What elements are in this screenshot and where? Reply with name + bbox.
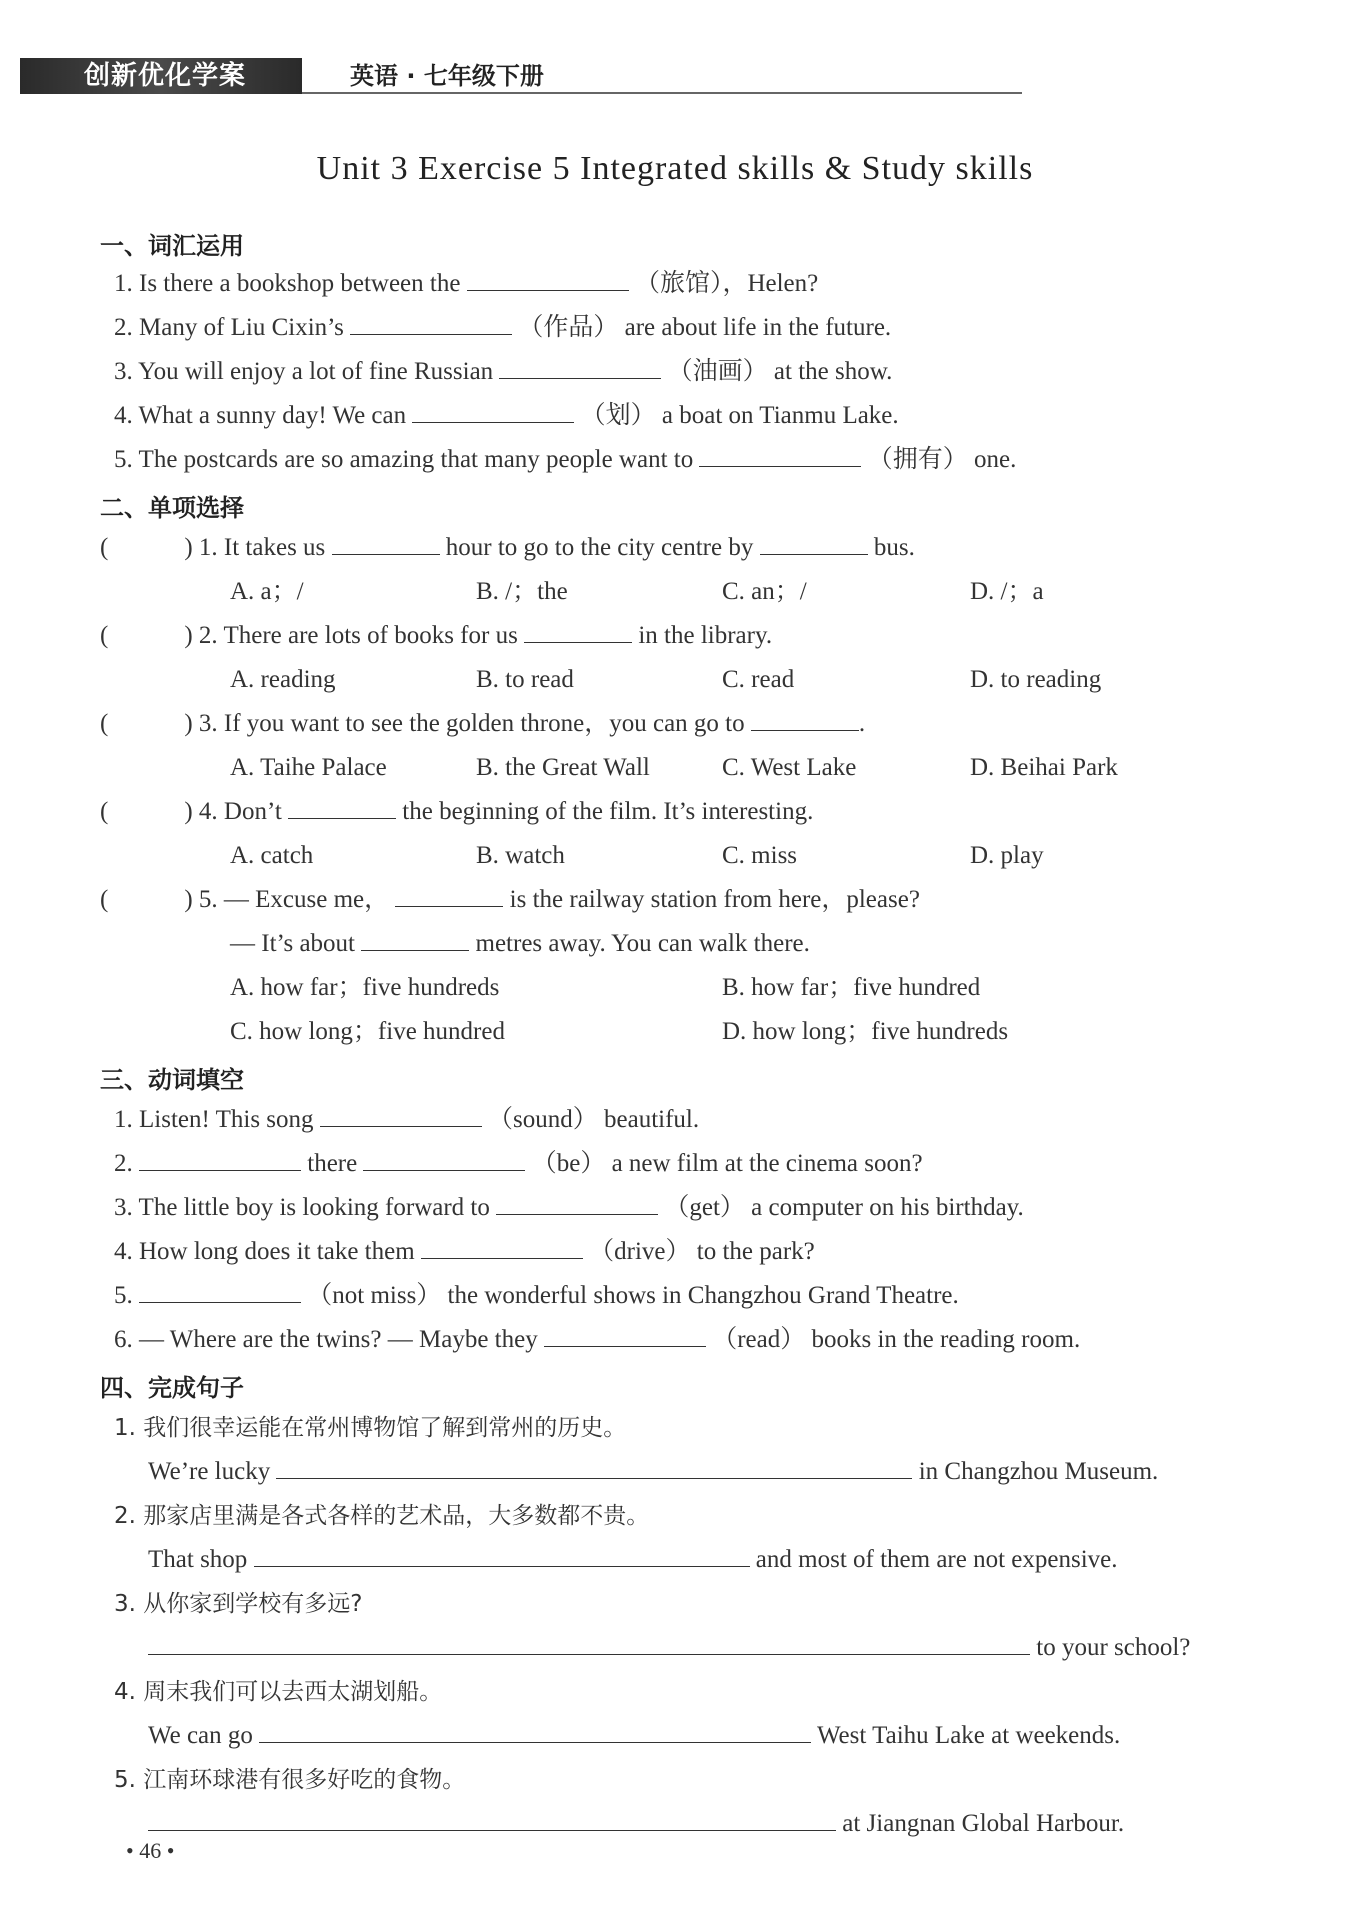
mc2-option-c[interactable]: C. read bbox=[722, 666, 795, 693]
answer-blank[interactable] bbox=[395, 885, 503, 907]
answer-blank[interactable] bbox=[361, 929, 469, 951]
answer-blank[interactable] bbox=[148, 1809, 836, 1831]
mc4-option-a[interactable]: A. catch bbox=[230, 842, 314, 869]
vocab-item-3: 3. You will enjoy a lot of fine Russian （油画） at the show. bbox=[114, 358, 893, 385]
answer-blank[interactable] bbox=[499, 357, 661, 379]
mc1-option-b[interactable]: B. /；the bbox=[476, 578, 568, 605]
page-number: • 46 • bbox=[126, 1838, 175, 1863]
vocab-item-4: 4. What a sunny day! We can （划） a boat on Tianmu Lake. bbox=[114, 402, 899, 429]
mc2-option-d[interactable]: D. to reading bbox=[970, 666, 1102, 693]
answer-blank[interactable] bbox=[496, 1193, 658, 1215]
vocab-item-1: 1. Is there a bookshop between the （旅馆），Helen? bbox=[114, 270, 819, 297]
section-mc-heading: 二、单项选择 bbox=[100, 494, 244, 522]
mc2-option-b[interactable]: B. to read bbox=[476, 666, 574, 693]
mc3-option-a[interactable]: A. Taihe Palace bbox=[230, 754, 387, 781]
answer-blank[interactable] bbox=[544, 1325, 706, 1347]
answer-blank[interactable] bbox=[699, 445, 861, 467]
mc3-option-d[interactable]: D. Beihai Park bbox=[970, 754, 1118, 781]
sentence-4-english: We can go West Taihu Lake at weekends. bbox=[148, 1722, 1121, 1749]
mc-question-2: ( ) 2. There are lots of books for us in the library. bbox=[100, 622, 773, 649]
mc-question-1: ( ) 1. It takes us hour to go to the city centre by bus. bbox=[100, 534, 915, 561]
sentence-5-chinese: 5. 江南环球港有很多好吃的食物。 bbox=[114, 1767, 466, 1793]
verb-item-5: 5. （not miss） the wonderful shows in Changzhou Grand Theatre. bbox=[114, 1282, 959, 1309]
sentence-3-english: to your school? bbox=[148, 1632, 1190, 1664]
answer-blank[interactable] bbox=[139, 1149, 301, 1171]
verb-item-3: 3. The little boy is looking forward to （get） a computer on his birthday. bbox=[114, 1194, 1024, 1221]
mc-question-5-reply: — It’s about metres away. You can walk there. bbox=[230, 930, 810, 957]
answer-blank[interactable] bbox=[276, 1457, 912, 1479]
brand-logo: 创新优化学案 bbox=[20, 58, 302, 94]
verb-item-2: 2. there （be） a new film at the cinema soon? bbox=[114, 1150, 923, 1177]
sentence-5-english: at Jiangnan Global Harbour. bbox=[148, 1808, 1124, 1840]
verb-item-4: 4. How long does it take them （drive） to the park? bbox=[114, 1238, 815, 1265]
mc-question-3: ( ) 3. If you want to see the golden throne，you can go to . bbox=[100, 710, 866, 737]
mc3-option-b[interactable]: B. the Great Wall bbox=[476, 754, 650, 781]
answer-blank[interactable] bbox=[139, 1281, 301, 1303]
page-title: Unit 3 Exercise 5 Integrated skills & Study skills bbox=[316, 150, 1034, 187]
mc-question-4: ( ) 4. Don’t the beginning of the film. It’s interesting. bbox=[100, 798, 814, 825]
answer-blank[interactable] bbox=[412, 401, 574, 423]
mc1-option-c[interactable]: C. an；/ bbox=[722, 578, 807, 605]
vocab-item-2: 2. Many of Liu Cixin’s （作品） are about life in the future. bbox=[114, 314, 892, 341]
answer-blank[interactable] bbox=[524, 621, 632, 643]
mc4-option-d[interactable]: D. play bbox=[970, 842, 1044, 869]
answer-blank[interactable] bbox=[288, 797, 396, 819]
answer-blank[interactable] bbox=[254, 1545, 750, 1567]
subject-label: 英语 · 七年级下册 bbox=[350, 62, 544, 90]
mc2-option-a[interactable]: A. reading bbox=[230, 666, 336, 693]
answer-blank[interactable] bbox=[363, 1149, 525, 1171]
answer-blank[interactable] bbox=[320, 1105, 482, 1127]
answer-blank[interactable] bbox=[350, 313, 512, 335]
mc5-option-c[interactable]: C. how long；five hundred bbox=[230, 1018, 505, 1045]
mc4-option-c[interactable]: C. miss bbox=[722, 842, 798, 869]
sentence-2-english: That shop and most of them are not expensive. bbox=[148, 1546, 1118, 1573]
vocab-item-5: 5. The postcards are so amazing that many people want to （拥有） one. bbox=[114, 446, 1017, 473]
mc1-option-a[interactable]: A. a；/ bbox=[230, 578, 304, 605]
mc4-option-b[interactable]: B. watch bbox=[476, 842, 565, 869]
verb-item-6: 6. — Where are the twins? — Maybe they （read） books in the reading room. bbox=[114, 1326, 1081, 1353]
verb-item-1: 1. Listen! This song （sound） beautiful. bbox=[114, 1106, 700, 1133]
section-sentence-heading: 四、完成句子 bbox=[100, 1374, 244, 1402]
mc5-option-a[interactable]: A. how far；five hundreds bbox=[230, 974, 500, 1001]
section-vocab-heading: 一、词汇运用 bbox=[100, 232, 244, 260]
answer-blank[interactable] bbox=[467, 269, 629, 291]
sentence-3-chinese: 3. 从你家到学校有多远? bbox=[114, 1591, 363, 1617]
sentence-2-chinese: 2. 那家店里满是各式各样的艺术品，大多数都不贵。 bbox=[114, 1503, 650, 1529]
mc-question-5: ( ) 5. — Excuse me， is the railway station from here，please? bbox=[100, 886, 920, 913]
answer-blank[interactable] bbox=[751, 709, 859, 731]
sentence-1-english: We’re lucky in Changzhou Museum. bbox=[148, 1458, 1159, 1485]
section-verb-heading: 三、动词填空 bbox=[100, 1066, 244, 1094]
mc5-option-d[interactable]: D. how long；five hundreds bbox=[722, 1018, 1009, 1045]
answer-blank[interactable] bbox=[259, 1721, 811, 1743]
mc5-option-b[interactable]: B. how far；five hundred bbox=[722, 974, 981, 1001]
sentence-4-chinese: 4. 周末我们可以去西太湖划船。 bbox=[114, 1679, 443, 1705]
mc1-option-d[interactable]: D. /；a bbox=[970, 578, 1044, 605]
mc3-option-c[interactable]: C. West Lake bbox=[722, 754, 857, 781]
answer-blank[interactable] bbox=[332, 533, 440, 555]
answer-blank[interactable] bbox=[148, 1633, 1030, 1655]
answer-blank[interactable] bbox=[760, 533, 868, 555]
sentence-1-chinese: 1. 我们很幸运能在常州博物馆了解到常州的历史。 bbox=[114, 1415, 627, 1441]
page-header bbox=[20, 58, 1330, 94]
answer-blank[interactable] bbox=[421, 1237, 583, 1259]
